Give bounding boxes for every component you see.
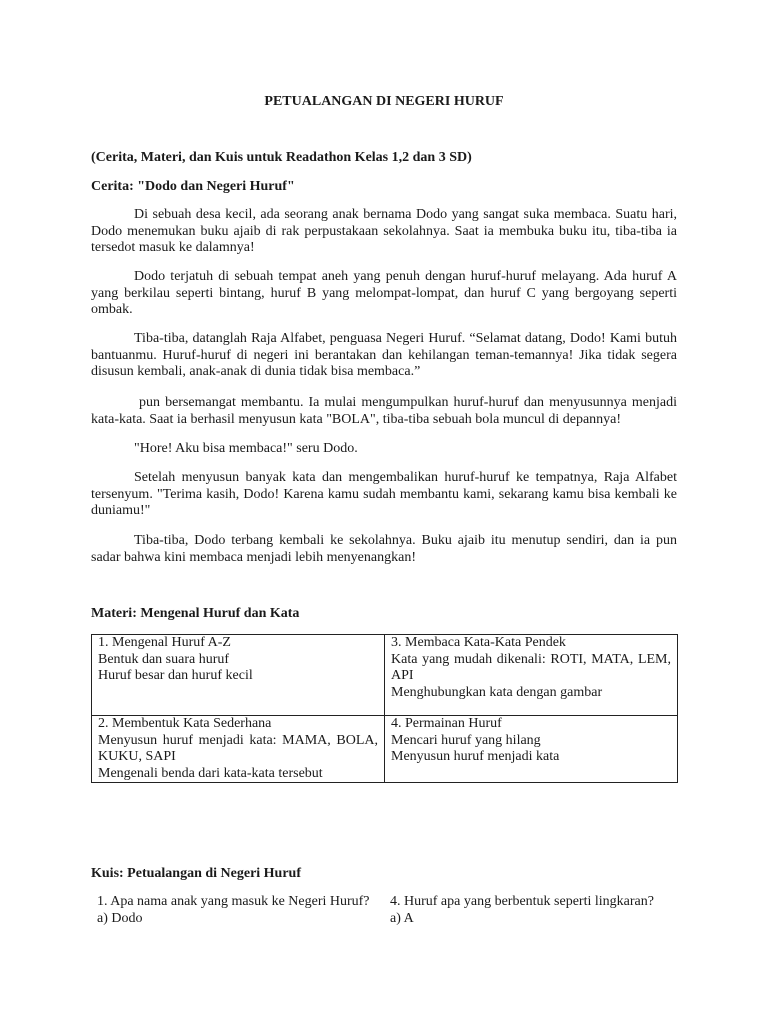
quiz-question: 1. Apa nama anak yang masuk ke Negeri Huruf?: [97, 894, 370, 909]
document-title: PETUALANGAN DI NEGERI HURUF: [264, 94, 504, 109]
story-paragraph-2: Dodo terjatuh di sebuah tempat aneh yang penuh dengan huruf-huruf melayang. Ada huruf A yang berkilau seperti bintang, huruf B yang melompat-lompat, dan huruf C yang bergoyang seperti ombak.: [91, 269, 677, 317]
table-cell: [385, 716, 678, 783]
kuis-heading: Kuis: Petualangan di Negeri Huruf: [91, 866, 302, 881]
table-row: [92, 716, 678, 783]
quiz-option: a) A: [390, 910, 414, 926]
story-paragraph-7: Tiba-tiba, Dodo terbang kembali ke sekolahnya. Buku ajaib itu menutup sendiri, dan ia pun sadar bahwa kini membaca menjadi lebih menyenangkan!: [91, 533, 677, 565]
story-paragraph-1: Di sebuah desa kecil, ada seorang anak bernama Dodo yang sangat suka membaca. Suatu hari, Dodo menemukan buku ajaib di rak perpustakaan sekolahnya. Saat ia membuka buku itu, tiba-tiba ia tersedot masuk ke dalamnya!: [91, 207, 677, 255]
story-paragraph-6: Setelah menyusun banyak kata dan mengembalikan huruf-huruf ke tempatnya, Raja Alfabet tersenyum. "Terima kasih, Dodo! Karena kamu sudah membantu kami, sekarang kamu bisa kembali ke duniamu!": [91, 470, 677, 518]
quiz-question: 4. Huruf apa yang berbentuk seperti lingkaran?: [390, 894, 654, 909]
table-cell: [92, 716, 385, 783]
story-paragraph-5: "Hore! Aku bisa membaca!" seru Dodo.: [134, 441, 358, 456]
document-subtitle: (Cerita, Materi, dan Kuis untuk Readathon Kelas 1,2 dan 3 SD): [91, 150, 472, 165]
story-paragraph-4: pun bersemangat membantu. Ia mulai mengumpulkan huruf-huruf dan menyusunnya menjadi kata-kata. Saat ia berhasil menyusun kata "BOLA", tiba-tiba sebuah bola muncul di depannya!: [91, 395, 681, 427]
materi-table: [91, 634, 678, 783]
cell-heading: 1. Mengenal Huruf A-Z: [98, 635, 231, 650]
story-paragraph-3: Tiba-tiba, datanglah Raja Alfabet, penguasa Negeri Huruf. “Selamat datang, Dodo! Kami butuh bantuanmu. Huruf-huruf di negeri ini berantakan dan kehilangan teman-temannya! Jika tidak segera disusun kembali, anak-anak di dunia tidak bisa membaca.”: [91, 331, 677, 379]
cell-heading: 3. Membaca Kata-Kata Pendek: [391, 635, 566, 650]
quiz-option: a) Dodo: [97, 910, 143, 926]
table-cell: [92, 635, 385, 716]
cell-line: Mengenali benda dari kata-kata tersebut: [98, 765, 323, 781]
quiz-item: [390, 894, 654, 927]
cell-heading: 4. Permainan Huruf: [391, 716, 502, 731]
cell-line: Menghubungkan kata dengan gambar: [391, 684, 603, 700]
story-heading: Cerita: "Dodo dan Negeri Huruf": [91, 179, 295, 194]
cell-line: Menyusun huruf menjadi kata: MAMA, BOLA, KUKU, SAPI: [98, 732, 378, 764]
quiz-item: [97, 894, 370, 927]
cell-line: Huruf besar dan huruf kecil: [98, 668, 253, 683]
cell-line: Menyusun huruf menjadi kata: [391, 749, 560, 764]
cell-heading: 2. Membentuk Kata Sederhana: [98, 716, 272, 731]
cell-line: Kata yang mudah dikenali: ROTI, MATA, LEM, API: [391, 651, 671, 683]
cell-line: Mencari huruf yang hilang: [391, 732, 541, 748]
cell-line: Bentuk dan suara huruf: [98, 651, 230, 667]
materi-heading: Materi: Mengenal Huruf dan Kata: [91, 606, 300, 621]
table-cell: [385, 635, 678, 716]
table-row: [92, 635, 678, 716]
